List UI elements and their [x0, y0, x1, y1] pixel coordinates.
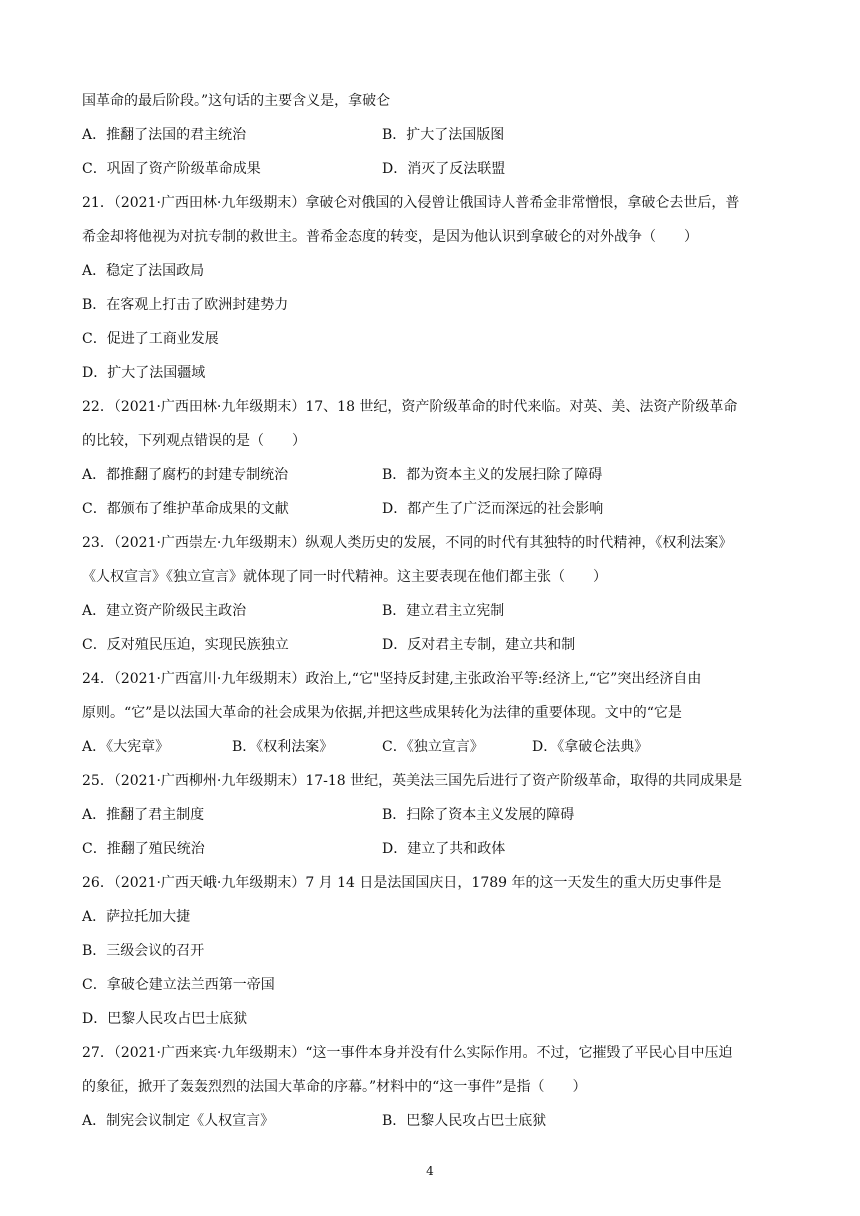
question-21-stem-cont: 希金却将他视为对抗专制的救世主。普希金态度的转变，是因为他认识到拿破仑的对外战争（ ）: [82, 229, 698, 245]
option-c: C．都颁布了维护革命成果的文献: [82, 501, 289, 517]
option-d: D．都产生了广泛而深远的社会影响: [382, 501, 604, 517]
question-22-stem: 22．（2021·广西田林·九年级期末）17、18 世纪，资产阶级革命的时代来临。对英、美、法资产阶级革命: [82, 399, 738, 415]
option-a: A．都推翻了腐朽的封建专制统治: [82, 467, 289, 483]
question-23-stem: 23．（2021·广西崇左·九年级期末）纵观人类历史的发展，不同的时代有其独特的时代精神，《权利法案》: [82, 535, 733, 551]
option-b: B．扫除了资本主义发展的障碍: [382, 807, 575, 823]
option-d: D．巴黎人民攻占巴士底狱: [82, 1011, 248, 1027]
option-row: [82, 458, 782, 492]
option-c: C．反对殖民压迫，实现民族独立: [82, 637, 289, 653]
option-a: A．制宪会议制定《人权宣言》: [82, 1113, 275, 1129]
option-row: [82, 798, 782, 832]
question-27-stem: 27．（2021·广西来宾·九年级期末）“这一事件本身并没有什么实际作用。不过，它摧毁了平民心目中压迫: [82, 1045, 733, 1061]
option-b: B．扩大了法国版图: [382, 127, 505, 143]
option-d: D．消灭了反法联盟: [382, 161, 506, 177]
option-a: A．萨拉托加大捷: [82, 909, 191, 925]
option-row: [82, 594, 782, 628]
option-a: A．《大宪章》: [82, 739, 170, 755]
option-a: A．建立资产阶级民主政治: [82, 603, 247, 619]
page-number: 4: [426, 1164, 434, 1178]
option-c: C．《独立宣言》: [382, 739, 484, 755]
option-b: B．巴黎人民攻占巴士底狱: [382, 1113, 547, 1129]
question-25-stem: 25．（2021·广西柳州·九年级期末）17-18 世纪，英美法三国先后进行了资产阶级革命，取得的共同成果是: [82, 773, 743, 789]
option-row: [82, 152, 782, 186]
question-27-stem-cont: 的象征，掀开了轰轰烈烈的法国大革命的序幕。”材料中的“这一事件”是指（ ）: [82, 1079, 587, 1095]
option-row: [82, 118, 782, 152]
question-stem: 国革命的最后阶段。”这句话的主要含义是，拿破仑: [82, 93, 391, 109]
option-c: C．推翻了殖民统治: [82, 841, 205, 857]
option-row: [82, 492, 782, 526]
option-row: [82, 1104, 782, 1138]
question-23-stem-cont: 《人权宣言》《独立宣言》就体现了同一时代精神。这主要表现在他们都主张（ ）: [82, 569, 607, 585]
option-b: B．在客观上打击了欧洲封建势力: [82, 297, 289, 313]
option-a: A．推翻了君主制度: [82, 807, 205, 823]
option-d: D．扩大了法国疆域: [82, 365, 206, 381]
option-a: A．稳定了法国政局: [82, 263, 205, 279]
option-row: [82, 628, 782, 662]
option-a: A．推翻了法国的君主统治: [82, 127, 247, 143]
option-b: B．三级会议的召开: [82, 943, 205, 959]
option-b: B．建立君主立宪制: [382, 603, 505, 619]
option-c: C．促进了工商业发展: [82, 331, 219, 347]
option-c: C．巩固了资产阶级革命成果: [82, 161, 261, 177]
question-22-stem-cont: 的比较，下列观点错误的是（ ）: [82, 433, 306, 449]
option-c: C．拿破仑建立法兰西第一帝国: [82, 977, 275, 993]
question-26-stem: 26．（2021·广西天峨·九年级期末）7 月 14 日是法国国庆日，1789 年的这一天发生的重大历史事件是: [82, 875, 722, 891]
option-d: D．《拿破仑法典》: [532, 739, 649, 755]
question-24-stem-cont: 原则。“它”是以法国大革命的社会成果为依据,并把这些成果转化为法律的重要体现。文中的“它是: [82, 705, 682, 721]
option-b: B．《权利法案》: [232, 739, 334, 755]
option-row: [82, 832, 782, 866]
option-b: B．都为资本主义的发展扫除了障碍: [382, 467, 603, 483]
question-21-stem: 21．（2021·广西田林·九年级期末）拿破仑对俄国的入侵曾让俄国诗人普希金非常憎恨，拿破仑去世后，普: [82, 195, 740, 211]
option-row: [82, 730, 782, 764]
option-d: D．反对君主专制，建立共和制: [382, 637, 576, 653]
question-24-stem: 24．（2021·广西富川·九年级期末）政治上,“它"坚持反封建,主张政治平等:经济上,“它”突出经济自由: [82, 671, 702, 687]
option-d: D．建立了共和政体: [382, 841, 506, 857]
question-content: [82, 84, 782, 1138]
